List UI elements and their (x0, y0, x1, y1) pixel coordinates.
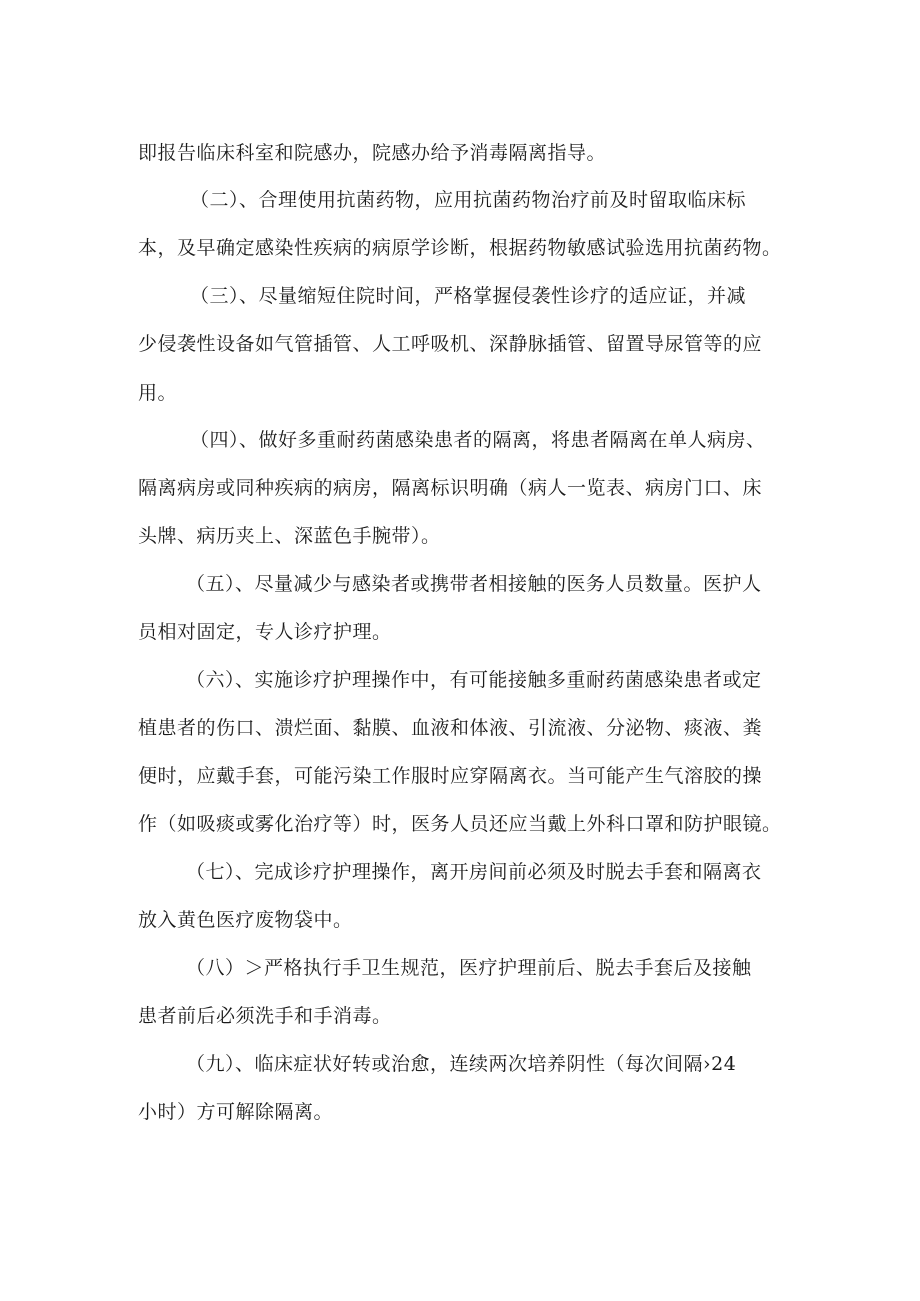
text-line: 作（如吸痰或雾化治疗等）时，医务人员还应当戴上外科口罩和防护眼镜。 (138, 813, 782, 835)
text-line: （八）＞严格执行手卫生规范，医疗护理前后、脱去手套后及接触 (186, 957, 752, 979)
text-line: 便时，应戴手套，可能污染工作服时应穿隔离衣。当可能产生气溶胶的操 (138, 765, 763, 787)
text-line: （七）、完成诊疗护理操作，离开房间前必须及时脱去手套和隔离衣 (186, 861, 762, 883)
text-line: （五）、尽量减少与感染者或携带者相接触的医务人员数量。医护人 (186, 573, 762, 595)
text-line: 本，及早确定感染性疾病的病原学诊断，根据药物敏感试验选用抗菌药物。 (138, 237, 782, 259)
text-line: 员相对固定，专人诊疗护理。 (138, 621, 392, 643)
text-line: 用。 (138, 382, 178, 404)
text-line: （六）、实施诊疗护理操作中，有可能接触多重耐药菌感染患者或定 (186, 669, 762, 691)
text-line: 植患者的伤口、溃烂面、黏膜、血液和体液、引流液、分泌物、痰液、粪 (138, 717, 763, 739)
text-line: （九）、临床症状好转或治愈，连续两次培养阴性（每次间隔›24 (186, 1053, 737, 1075)
text-line: （三）、尽量缩短住院时间，严格掌握侵袭性诊疗的适应证，并减 (190, 285, 747, 307)
text-line: 患者前后必须洗手和手消毒。 (138, 1005, 392, 1027)
text-line: 头牌、病历夹上、深蓝色手腕带）。 (138, 525, 441, 547)
text-line: 放入黄色医疗废物袋中。 (138, 909, 353, 931)
text-line: （二）、合理使用抗菌药物，应用抗菌药物治疗前及时留取临床标 (190, 189, 747, 211)
text-line: 隔离病房或同种疾病的病房，隔离标识明确（病人一览表、病房门口、床 (138, 477, 763, 499)
text-line: （四）、做好多重耐药菌感染患者的隔离，将患者隔离在单人病房、 (190, 429, 766, 451)
text-line: 小时）方可解除隔离。 (138, 1101, 334, 1123)
text-line: 即报告临床科室和院感办，院感办给予消毒隔离指导。 (138, 142, 607, 164)
text-line: 少侵袭性设备如气管插管、人工呼吸机、深静脉插管、留置导尿管等的应 (138, 333, 763, 355)
